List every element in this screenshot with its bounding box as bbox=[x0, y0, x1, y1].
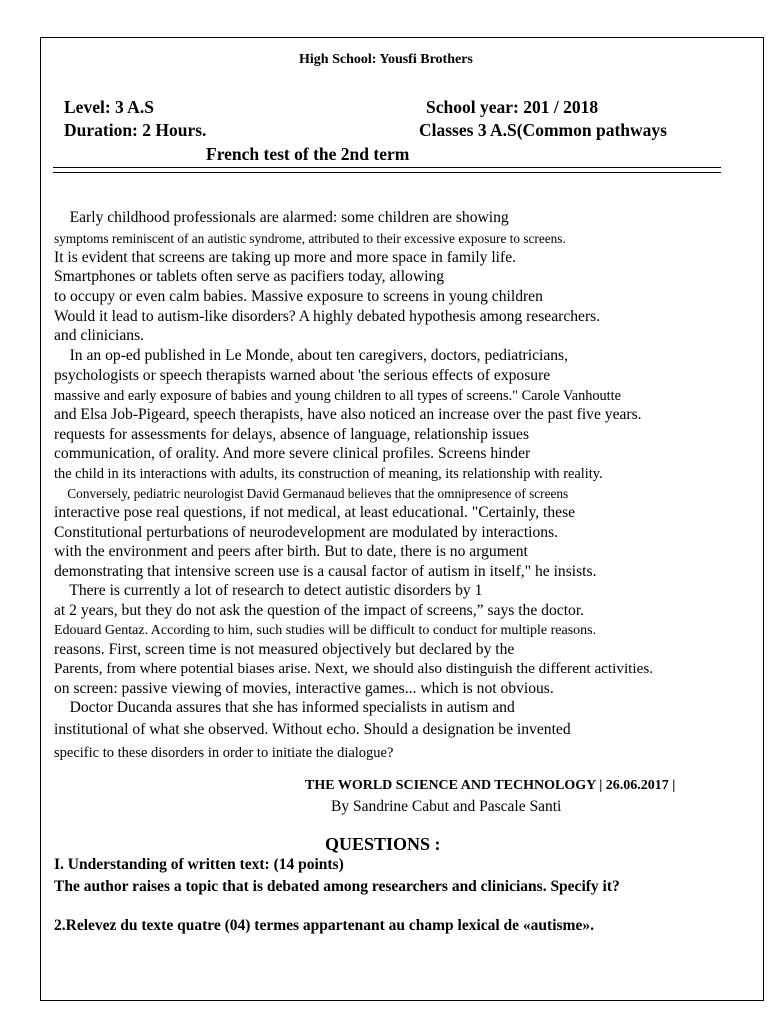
text-line: the child in its interactions with adults, its construction of meaning, its relationship with reality. bbox=[54, 466, 603, 482]
text-line: massive and early exposure of babies and young children to all types of screens." Carole Vanhoutte bbox=[54, 388, 621, 404]
duration-label: Duration: 2 Hours. bbox=[64, 120, 207, 140]
text-line: There is currently a lot of research to detect autistic disorders by 1 bbox=[54, 582, 483, 599]
text-line: Doctor Ducanda assures that she has informed specialists in autism and bbox=[54, 699, 515, 716]
text-line: with the environment and peers after birth. But to date, there is no argument bbox=[54, 543, 528, 560]
question-2: 2.Relevez du texte quatre (04) termes appartenant au champ lexical de «autisme». bbox=[54, 917, 594, 934]
text-line: It is evident that screens are taking up more and more space in family life. bbox=[54, 249, 517, 266]
level-label: Level: 3 A.S bbox=[64, 97, 154, 117]
text-line: communication, of orality. And more severe clinical profiles. Screens hinder bbox=[54, 445, 531, 462]
school-year-label: School year: 201 / 2018 bbox=[426, 97, 599, 117]
text-line: and clinicians. bbox=[54, 327, 145, 344]
text-line: Conversely, pediatric neurologist David Germanaud believes that the omnipresence of screens bbox=[54, 486, 569, 501]
text-line: Smartphones or tablets often serve as pacifiers today, allowing bbox=[54, 268, 445, 285]
text-line: at 2 years, but they do not ask the question of the impact of screens,” says the doctor. bbox=[54, 602, 585, 619]
source-publication: THE WORLD SCIENCE AND TECHNOLOGY | 26.06.2017 | bbox=[305, 778, 676, 793]
text-line: psychologists or speech therapists warned about 'the serious effects of exposure bbox=[54, 367, 551, 384]
text-line: institutional of what she observed. Without echo. Should a designation be invented bbox=[54, 721, 571, 738]
text-line: Would it lead to autism-like disorders? A highly debated hypothesis among researchers. bbox=[54, 308, 601, 325]
text-line: on screen: passive viewing of movies, interactive games... which is not obvious. bbox=[54, 680, 554, 697]
school-name: High School: Yousfi Brothers bbox=[299, 52, 473, 67]
text-line: Constitutional perturbations of neurodevelopment are modulated by interactions. bbox=[54, 524, 559, 541]
question-1: The author raises a topic that is debated among researchers and clinicians. Specify it? bbox=[54, 878, 620, 895]
questions-heading: QUESTIONS : bbox=[325, 834, 441, 854]
text-line: Edouard Gentaz. According to him, such studies will be difficult to conduct for multiple reasons. bbox=[54, 623, 597, 638]
text-line: interactive pose real questions, if not medical, at least educational. "Certainly, these bbox=[54, 504, 576, 521]
text-line: specific to these disorders in order to initiate the dialogue? bbox=[54, 745, 394, 761]
text-line: reasons. First, screen time is not measured objectively but declared by the bbox=[54, 641, 515, 658]
source-authors: By Sandrine Cabut and Pascale Santi bbox=[331, 798, 562, 815]
header-rule-bottom bbox=[53, 172, 721, 173]
text-line: Early childhood professionals are alarmed: some children are showing bbox=[54, 209, 509, 226]
text-line: requests for assessments for delays, absence of language, relationship issues bbox=[54, 426, 530, 443]
text-line: demonstrating that intensive screen use is a causal factor of autism in itself," he insists. bbox=[54, 563, 597, 580]
text-line: to occupy or even calm babies. Massive exposure to screens in young children bbox=[54, 288, 543, 305]
header-rule-top bbox=[53, 167, 721, 168]
test-title: French test of the 2nd term bbox=[206, 144, 410, 164]
text-line: and Elsa Job-Pigeard, speech therapists, have also noticed an increase over the past five years. bbox=[54, 406, 642, 423]
text-line: Parents, from where potential biases arise. Next, we should also distinguish the different activities. bbox=[54, 660, 654, 677]
classes-label: Classes 3 A.S(Common pathways bbox=[419, 120, 667, 140]
question-section-1: I. Understanding of written text: (14 points) bbox=[54, 856, 344, 873]
text-line: symptoms reminiscent of an autistic syndrome, attributed to their excessive exposure to screens. bbox=[54, 231, 566, 246]
text-line: In an op-ed published in Le Monde, about ten caregivers, doctors, pediatricians, bbox=[54, 347, 569, 364]
